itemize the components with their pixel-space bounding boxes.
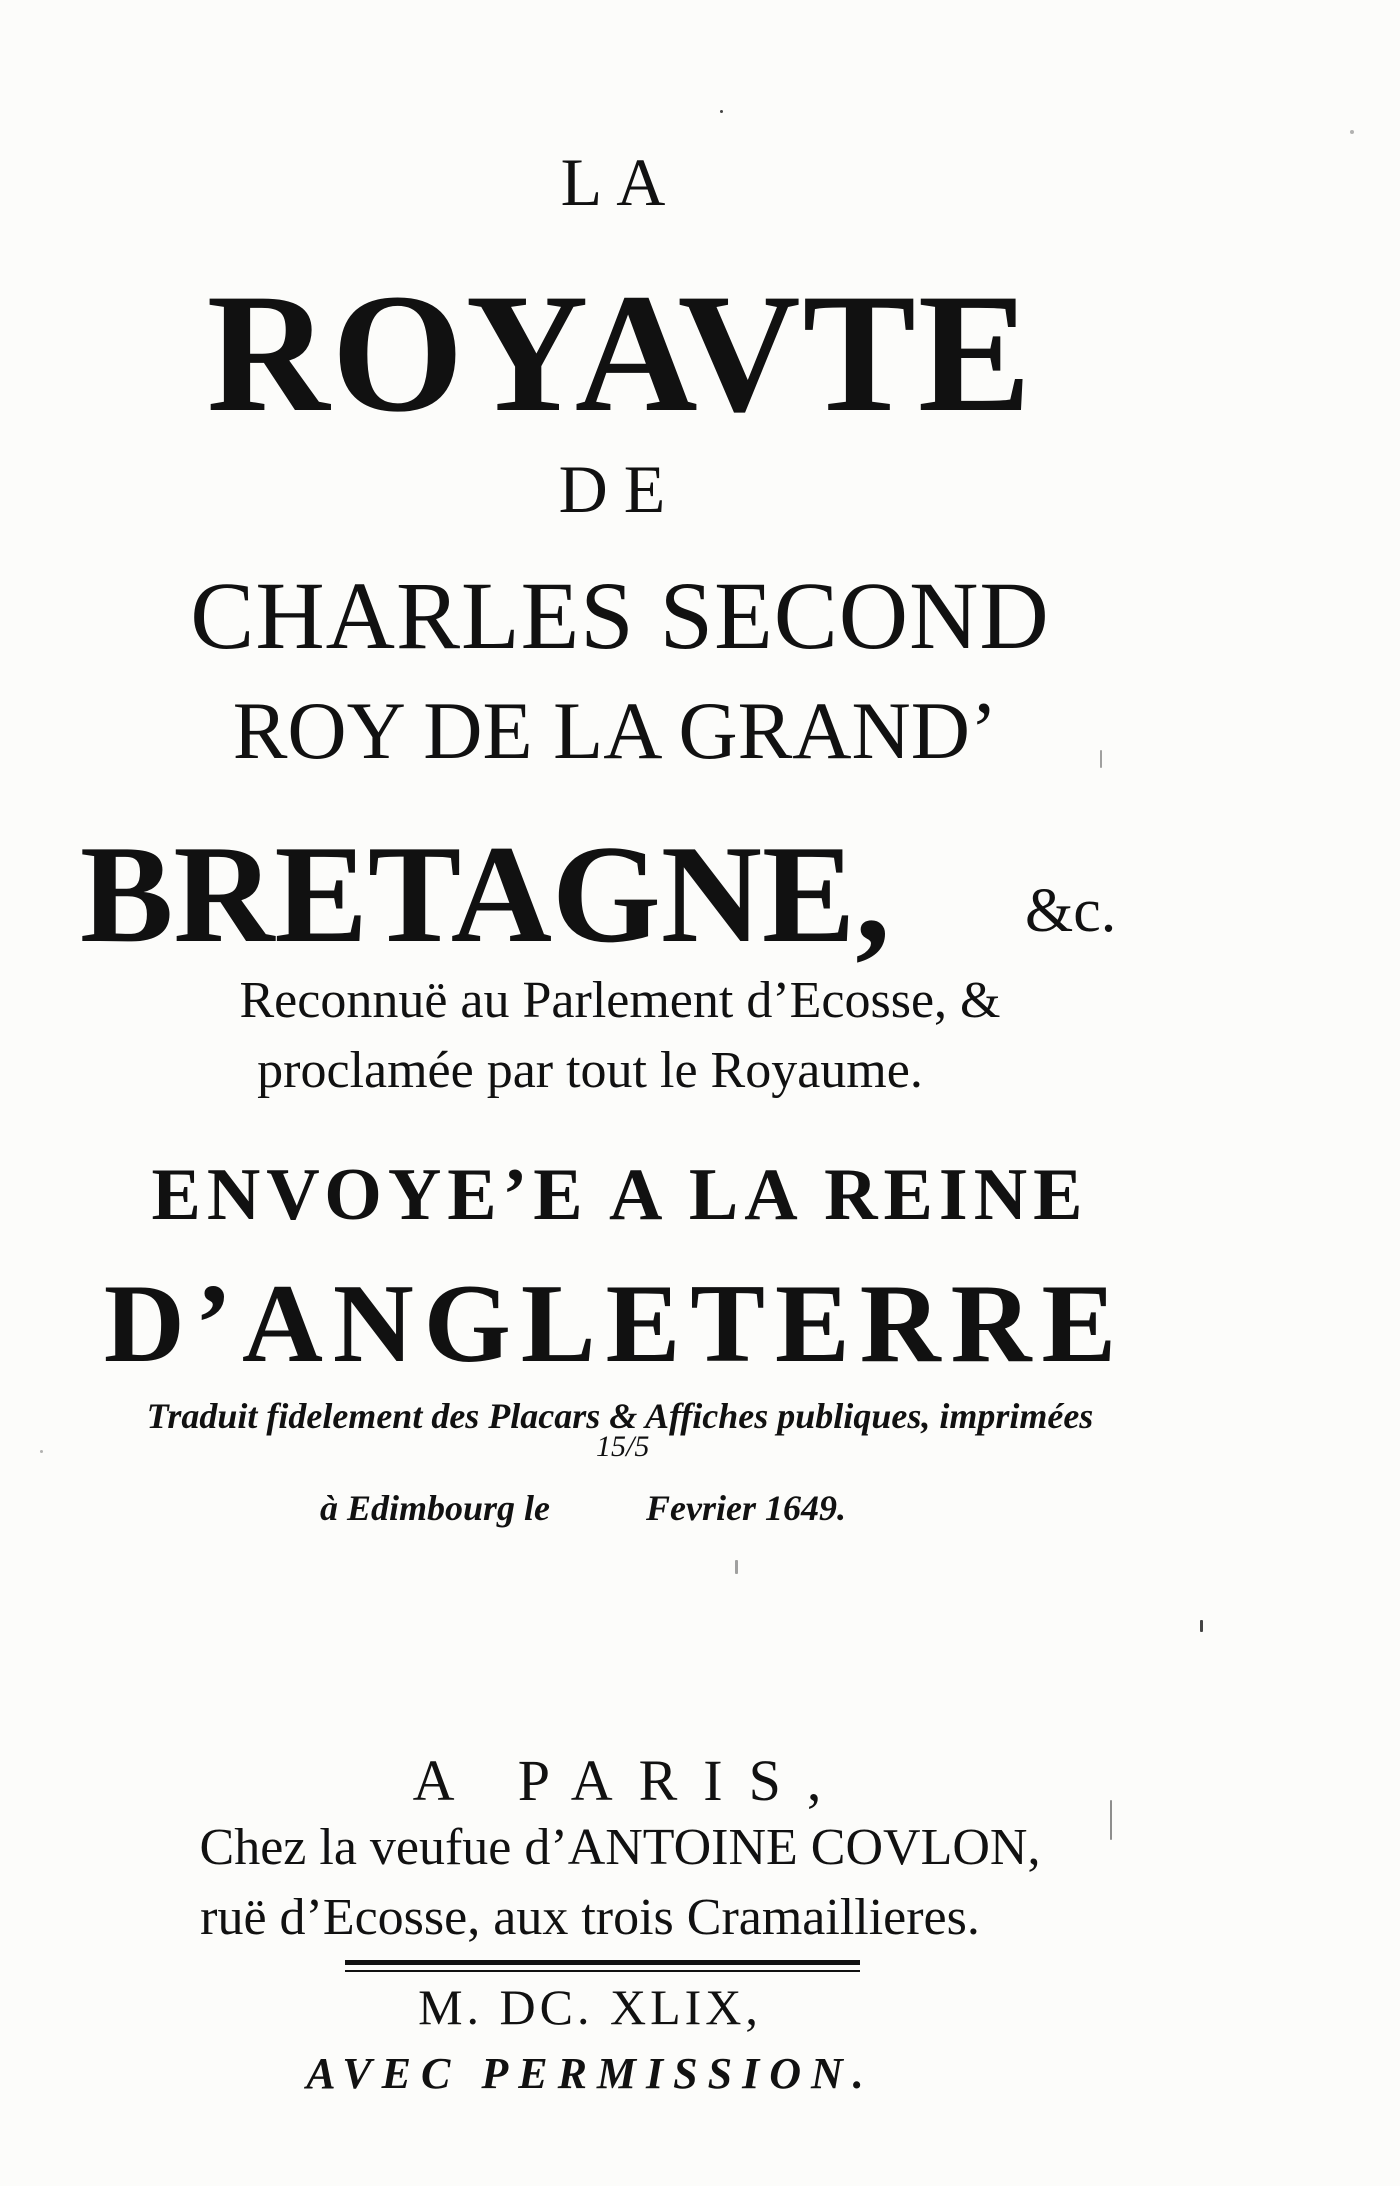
paper-speck	[735, 1560, 738, 1574]
heading-de: DE	[558, 451, 682, 527]
paper-speck	[720, 110, 723, 113]
note-edimbourg: à Edimbourg le	[320, 1488, 551, 1528]
imprint-year: M. DC. XLIX,	[418, 1979, 762, 2035]
subtitle-proclamee: proclamée par tout le Royaume.	[257, 1042, 923, 1099]
imprint-place: A PARIS,	[412, 1748, 848, 1813]
note-traduit: Traduit fidelement des Placars & Affiches publiques, imprimées	[146, 1396, 1094, 1436]
imprint-address: ruë d’Ecosse, aux trois Cramaillieres.	[200, 1889, 980, 1946]
date-fraction: 15/5	[596, 1430, 650, 1463]
imprint-printer: Chez la veufue d’ANTOINE COVLON,	[199, 1819, 1041, 1876]
divider-rule	[345, 1960, 860, 1965]
paper-speck	[1110, 1800, 1112, 1840]
heading-la: LA	[560, 144, 680, 220]
heading-envoyee: ENVOYE’E A LA REINE	[151, 1154, 1089, 1236]
heading-angleterre: D’ANGLETERRE	[103, 1262, 1127, 1386]
heading-etc: &c.	[1025, 877, 1117, 945]
heading-charles-second: CHARLES SECOND	[190, 562, 1050, 669]
subtitle-reconnue: Reconnuë au Parlement d’Ecosse, &	[239, 972, 1001, 1029]
paper-speck	[1100, 750, 1102, 768]
heading-royaute: ROYAVTE	[206, 259, 1034, 447]
imprint-permission: AVEC PERMISSION.	[306, 2049, 874, 2098]
heading-bretagne: BRETAGNE,	[80, 817, 891, 972]
heading-roy-grand: ROY DE LA GRAND’	[232, 685, 998, 776]
divider-rule-thin	[345, 1970, 860, 1972]
paper-speck	[40, 1450, 43, 1453]
paper-speck	[1200, 1620, 1203, 1632]
note-fevrier: Fevrier 1649.	[646, 1488, 846, 1528]
paper-speck	[1350, 130, 1354, 134]
